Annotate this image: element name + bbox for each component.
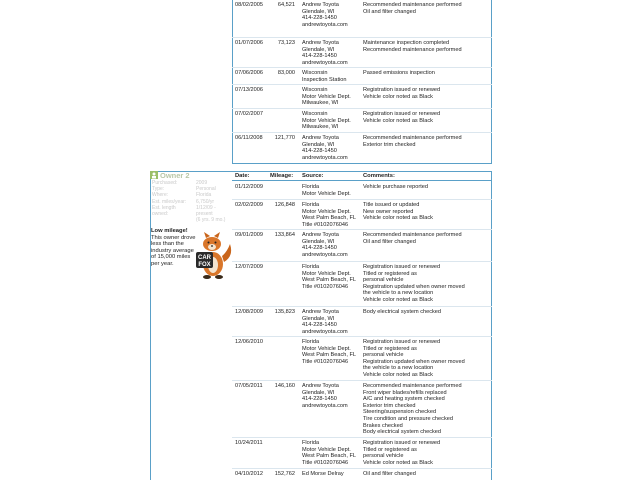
comment-line: Vehicle color noted as Black (363, 296, 433, 303)
comment-line: Recommended maintenance performed (363, 383, 462, 389)
record-date: 12/07/2009 (235, 264, 263, 270)
record-source (302, 383, 348, 409)
comment-line: personal vehicle (363, 453, 404, 460)
record-comments (363, 264, 465, 304)
record-date: 06/11/2008 (235, 135, 263, 141)
comment-line: Recommended maintenance performed (363, 2, 462, 8)
owner-info-value: 1/12/09 - (196, 204, 216, 211)
history-record (232, 336, 492, 380)
record-date: 01/07/2006 (235, 40, 263, 46)
source-line: Andrew Toyota (302, 383, 339, 389)
comment-line: Vehicle color noted as Black (363, 117, 433, 124)
comment-line: Registration issued or renewed (363, 111, 441, 117)
history-record (232, 67, 492, 84)
record-date: 07/13/2006 (235, 87, 263, 93)
source-line: andrewtoyota.com (302, 251, 348, 258)
comment-line: Registration issued or renewed (363, 264, 441, 270)
record-date: 07/05/2011 (235, 383, 263, 389)
owner-info-label: Type: (152, 186, 165, 193)
source-line: andrewtoyota.com (302, 402, 348, 409)
record-mileage: 121,770 (274, 135, 295, 141)
comment-line: Recommended maintenance performed (363, 135, 462, 141)
history-record (232, 468, 492, 480)
comment-line: Steering/suspension checked (363, 409, 437, 416)
source-line: Andrew Toyota (302, 2, 339, 8)
source-line: Glendale, WI (302, 8, 335, 15)
owner-info-value: present (196, 210, 213, 217)
source-line: Florida (302, 339, 320, 345)
record-date: 02/02/2009 (235, 202, 263, 208)
source-line: Milwaukee, WI (302, 100, 339, 107)
owner-info-label: Purchased: (152, 180, 178, 186)
record-date: 10/24/2011 (235, 440, 263, 446)
source-line: 414-228-1450 (302, 396, 337, 403)
source-line: Title #0102076046 (302, 358, 349, 365)
record-mileage: 73,123 (277, 40, 295, 46)
comment-line: Registration issued or renewed (363, 339, 441, 345)
comment-line: Oil and filter changed (363, 8, 416, 15)
header-date: Date: (235, 173, 250, 179)
source-line: Ed Morse Delray (302, 471, 344, 477)
comment-line: Maintenance inspection completed (363, 40, 450, 46)
comment-line: Body electrical system checked (363, 309, 442, 315)
source-line: West Palm Beach, FL (302, 352, 356, 359)
record-comments (363, 111, 440, 124)
owner-info-row (152, 217, 232, 223)
record-source (302, 440, 356, 466)
comment-line: Exterior trim checked (363, 141, 416, 148)
comment-line: personal vehicle (363, 277, 404, 284)
source-line: Andrew Toyota (302, 232, 339, 238)
low-mileage-line: less than the (151, 241, 184, 247)
record-comments (363, 471, 416, 478)
comment-line: the vehicle to a new location (363, 365, 434, 372)
history-record (232, 108, 492, 132)
history-record (232, 437, 492, 468)
low-mileage-line: per year. (151, 260, 174, 267)
comment-line: Titled or registered as (363, 345, 417, 352)
carfox-mascot-icon (194, 232, 234, 280)
record-comments (363, 440, 440, 466)
record-mileage: 152,762 (274, 471, 295, 477)
source-line: Motor Vehicle Dept. (302, 190, 351, 197)
source-line: Glendale, WI (302, 315, 335, 322)
record-comments (363, 309, 441, 316)
record-source (302, 309, 348, 335)
table-header (232, 172, 492, 181)
source-line: 414-228-1450 (302, 53, 337, 60)
source-line: Title #0102076046 (302, 221, 349, 228)
comment-line: Titled or registered as (363, 270, 417, 277)
owner-person-icon (150, 171, 158, 179)
comment-line: Passed emissions inspection (363, 70, 435, 76)
source-line: Wisconsin (302, 111, 328, 117)
source-line: 414-228-1450 (302, 245, 337, 252)
owner-info-label: Est. miles/year: (152, 198, 187, 205)
source-line: West Palm Beach, FL (302, 453, 356, 460)
owner-info-value: 2009 (196, 180, 208, 186)
comment-line: Registration issued or renewed (363, 87, 441, 93)
record-source (302, 202, 356, 228)
comment-line: the vehicle to a new location (363, 290, 434, 297)
record-date: 07/06/2006 (235, 70, 263, 76)
source-line: Motor Vehicle Dept. (302, 446, 351, 453)
low-mileage-title: Low mileage! (151, 228, 188, 234)
comment-line: Vehicle color noted as Black (363, 93, 433, 100)
source-line: Inspection Station (302, 76, 347, 83)
source-line: Florida (302, 184, 320, 190)
comment-line: personal vehicle (363, 352, 404, 359)
record-comments (363, 202, 433, 222)
record-source (302, 339, 356, 365)
source-line: West Palm Beach, FL (302, 215, 356, 222)
record-date: 08/02/2005 (235, 2, 263, 8)
comment-line: Titled or registered as (363, 446, 417, 453)
history-record (232, 229, 492, 261)
source-line: Title #0102076046 (302, 459, 349, 466)
owner-info-value: (6 yrs. 9 mo.) (196, 217, 226, 224)
owner-info-label: owned: (152, 210, 169, 217)
header-comments: Comments: (363, 173, 395, 179)
record-date: 04/10/2012 (235, 471, 263, 477)
owner-info-value: 6,750/yr (196, 198, 215, 205)
owner-title: Owner 2 (160, 171, 190, 180)
record-source (302, 70, 346, 83)
comment-line: Vehicle purchase reported (363, 184, 428, 190)
record-source (302, 2, 348, 28)
source-line: Wisconsin (302, 87, 328, 93)
owner-info-label: Where: (152, 192, 169, 199)
source-line: Motor Vehicle Dept. (302, 93, 351, 100)
comment-line: Recommended maintenance performed (363, 46, 462, 53)
history-record (232, 132, 492, 164)
record-date: 09/01/2009 (235, 232, 263, 238)
record-mileage: 135,823 (274, 309, 295, 315)
low-mileage-line: of 15,000 miles (151, 254, 191, 260)
source-line: Title #0102076046 (302, 283, 349, 290)
source-line: Andrew Toyota (302, 309, 339, 315)
record-comments (363, 339, 465, 379)
comment-line: Registration issued or renewed (363, 440, 441, 446)
record-mileage: 64,521 (277, 2, 295, 8)
header-source: Source: (302, 173, 324, 179)
badge-line-2: FOX (198, 262, 211, 268)
record-source (302, 87, 351, 107)
owner-info (152, 180, 232, 223)
record-comments (363, 2, 462, 15)
comment-line: Recommended maintenance performed (363, 232, 462, 238)
record-comments (363, 184, 428, 191)
source-line: Andrew Toyota (302, 135, 339, 141)
record-mileage: 146,160 (274, 383, 295, 389)
comment-line: Exterior trim checked (363, 402, 416, 409)
comment-line: A/C and heating system checked (363, 396, 445, 403)
record-source (302, 232, 348, 258)
comment-line: Oil and filter changed (363, 238, 416, 245)
owner-info-value: Personal (196, 186, 216, 193)
history-record (232, 199, 492, 229)
record-comments (363, 87, 440, 100)
source-line: andrewtoyota.com (302, 59, 348, 66)
source-line: Andrew Toyota (302, 40, 339, 46)
source-line: Florida (302, 202, 320, 208)
record-mileage: 133,864 (274, 232, 295, 238)
history-record (232, 84, 492, 108)
source-line: Glendale, WI (302, 389, 335, 396)
history-record (232, 380, 492, 437)
badge-line-1: CAR (198, 255, 211, 261)
comment-line: New owner reported (363, 208, 414, 215)
source-line: 414-228-1450 (302, 15, 337, 22)
record-date: 07/02/2007 (235, 111, 263, 117)
comment-line: Title issued or updated (363, 202, 420, 208)
source-line: Motor Vehicle Dept. (302, 270, 351, 277)
source-line: andrewtoyota.com (302, 328, 348, 335)
source-line: Motor Vehicle Dept. (302, 345, 351, 352)
record-comments (363, 40, 462, 53)
record-source (302, 111, 351, 131)
source-line: Florida (302, 264, 320, 270)
record-date: 12/06/2010 (235, 339, 263, 345)
source-line: andrewtoyota.com (302, 154, 348, 161)
source-line: 414-228-1450 (302, 322, 337, 329)
history-record (232, 0, 492, 37)
record-comments (363, 383, 462, 436)
low-mileage-line: This owner drove (151, 234, 196, 241)
comment-line: Vehicle color noted as Black (363, 215, 433, 222)
source-line: 414-228-1450 (302, 148, 337, 155)
record-source (302, 264, 356, 290)
record-date: 01/12/2009 (235, 184, 263, 190)
record-mileage: 83,000 (277, 70, 295, 76)
source-line: Glendale, WI (302, 46, 335, 53)
history-record (232, 182, 492, 199)
record-source (302, 184, 351, 197)
source-line: Florida (302, 440, 320, 446)
comment-line: Registration updated when owner moved (363, 283, 465, 290)
source-line: Motor Vehicle Dept. (302, 208, 351, 215)
comment-line: Brakes checked (363, 422, 403, 429)
comment-line: Vehicle color noted as Black (363, 371, 433, 378)
comment-line: Vehicle color noted as Black (363, 459, 433, 466)
record-date: 12/08/2009 (235, 309, 263, 315)
record-mileage: 126,848 (274, 202, 295, 208)
record-source (302, 40, 348, 66)
source-line: andrewtoyota.com (302, 21, 348, 28)
history-record (232, 37, 492, 67)
low-mileage-line: industry average (151, 247, 194, 254)
record-comments (363, 232, 462, 245)
record-comments (363, 70, 435, 77)
source-line: Motor Vehicle Dept. (302, 117, 351, 124)
history-record (232, 306, 492, 336)
source-line: Glendale, WI (302, 238, 335, 245)
comment-line: Front wiper blades/refills replaced (363, 389, 447, 396)
source-line: Milwaukee, WI (302, 124, 339, 131)
source-line: West Palm Beach, FL (302, 277, 356, 284)
history-record (232, 261, 492, 306)
record-source (302, 471, 344, 478)
record-source (302, 135, 348, 161)
comment-line: Body electrical system checked (363, 429, 442, 436)
header-mileage: Mileage: (270, 173, 294, 179)
owner-info-value: Florida (196, 192, 212, 199)
source-line: Wisconsin (302, 70, 328, 76)
record-comments (363, 135, 462, 148)
comment-line: Tire condition and pressure checked (363, 415, 453, 422)
source-line: Glendale, WI (302, 141, 335, 148)
comment-line: Registration updated when owner moved (363, 358, 465, 365)
comment-line: Oil and filter changed (363, 471, 416, 477)
owner-info-label: Est. length (152, 204, 176, 211)
